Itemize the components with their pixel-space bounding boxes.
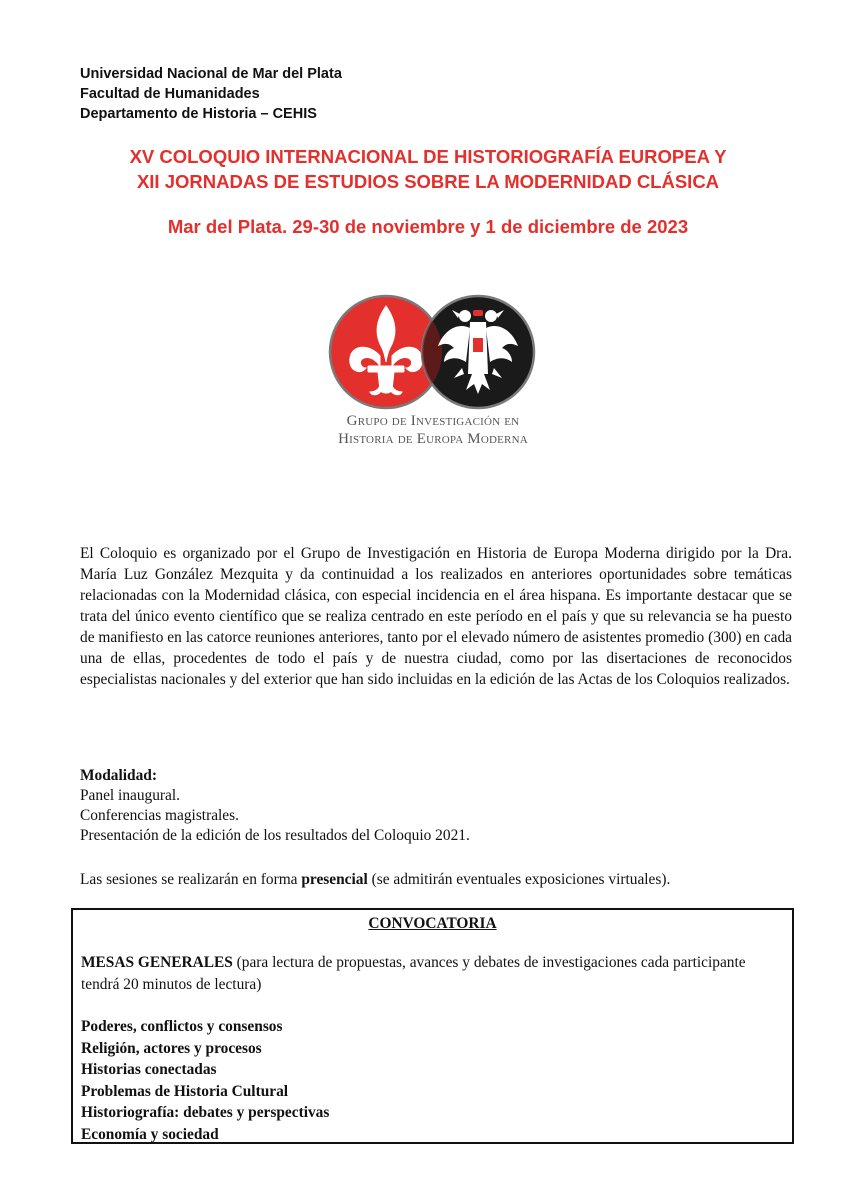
sesiones-text-before: Las sesiones se realizarán en forma	[80, 871, 302, 888]
mesas-list	[81, 1016, 329, 1145]
institution-line: Universidad Nacional de Mar del Plata	[80, 66, 342, 82]
event-title-line-1: XV COLOQUIO INTERNACIONAL DE HISTORIOGRAFÍA EUROPEA Y	[129, 146, 727, 167]
double-headed-eagle-icon	[422, 296, 534, 408]
list-item: Historiografía: debates y perspectivas	[81, 1104, 330, 1121]
modalidad-item: Conferencias magistrales.	[80, 807, 239, 824]
sesiones-text-after: (se admitirán eventuales exposiciones virtuales).	[367, 871, 671, 888]
event-title-line-2: XII JORNADAS DE ESTUDIOS SOBRE LA MODERNIDAD CLÁSICA	[136, 171, 720, 192]
convocatoria-title: CONVOCATORIA	[368, 915, 497, 932]
mesas-generales-description	[81, 952, 771, 996]
list-item: Historias conectadas	[81, 1061, 217, 1078]
logo-caption-line-1: Grupo de Investigación en	[346, 413, 520, 429]
institution-line: Facultad de Humanidades	[80, 86, 260, 102]
list-item: Religión, actores y procesos	[81, 1039, 262, 1057]
mesas-generales-text: (para lectura de propuestas, avances y debates de investigaciones cada participante tendrá 20 minutos de lectura)	[81, 954, 746, 993]
list-item: Economía y sociedad	[81, 1125, 219, 1143]
convocatoria-box	[71, 908, 794, 1144]
mesas-generales-heading: MESAS GENERALES	[81, 954, 233, 971]
group-logo-caption	[300, 412, 566, 448]
event-place-dates: Mar del Plata. 29-30 de noviembre y 1 de diciembre de 2023	[167, 216, 689, 237]
modalidad-item: Presentación de la edición de los resultados del Coloquio 2021.	[80, 827, 470, 844]
sesiones-emphasis: presencial	[301, 871, 368, 888]
list-item: Poderes, conflictos y consensos	[81, 1018, 283, 1035]
logo-caption-line-2: Historia de Europa Moderna	[338, 431, 528, 447]
list-item: Problemas de Historia Cultural	[81, 1082, 289, 1100]
sesiones-note	[80, 870, 670, 890]
institution-line: Departamento de Historia – CEHIS	[80, 106, 317, 122]
institution-header	[80, 64, 342, 124]
modalidad-heading: Modalidad:	[80, 767, 157, 784]
event-title	[0, 144, 856, 194]
intro-paragraph: El Coloquio es organizado por el Grupo de Investigación en Historia de Europa Moderna dirigido por la Dra. María Luz González Mezquita y da continuidad a los realizados en anteriores oportunidades sobre temáticas relacionadas con la Modernidad clásica, con especial incidencia en el área hispana. Es importante destacar que se trata del único evento científico que se realiza centrado en este período en el país y que su relevancia se ha puesto de manifiesto en las catorce reuniones anteriores, tanto por el elevado número de asistentes promedio (300) en cada una de ellas, procedentes de todo el país y de nuestra ciudad, como por las disertaciones de reconocidos especialistas nacionales y del exterior que han sido incluidas en la edición de las Actas de los Coloquios realizados.	[80, 545, 792, 688]
modalidad-section	[80, 766, 470, 846]
modalidad-item: Panel inaugural.	[80, 787, 181, 804]
